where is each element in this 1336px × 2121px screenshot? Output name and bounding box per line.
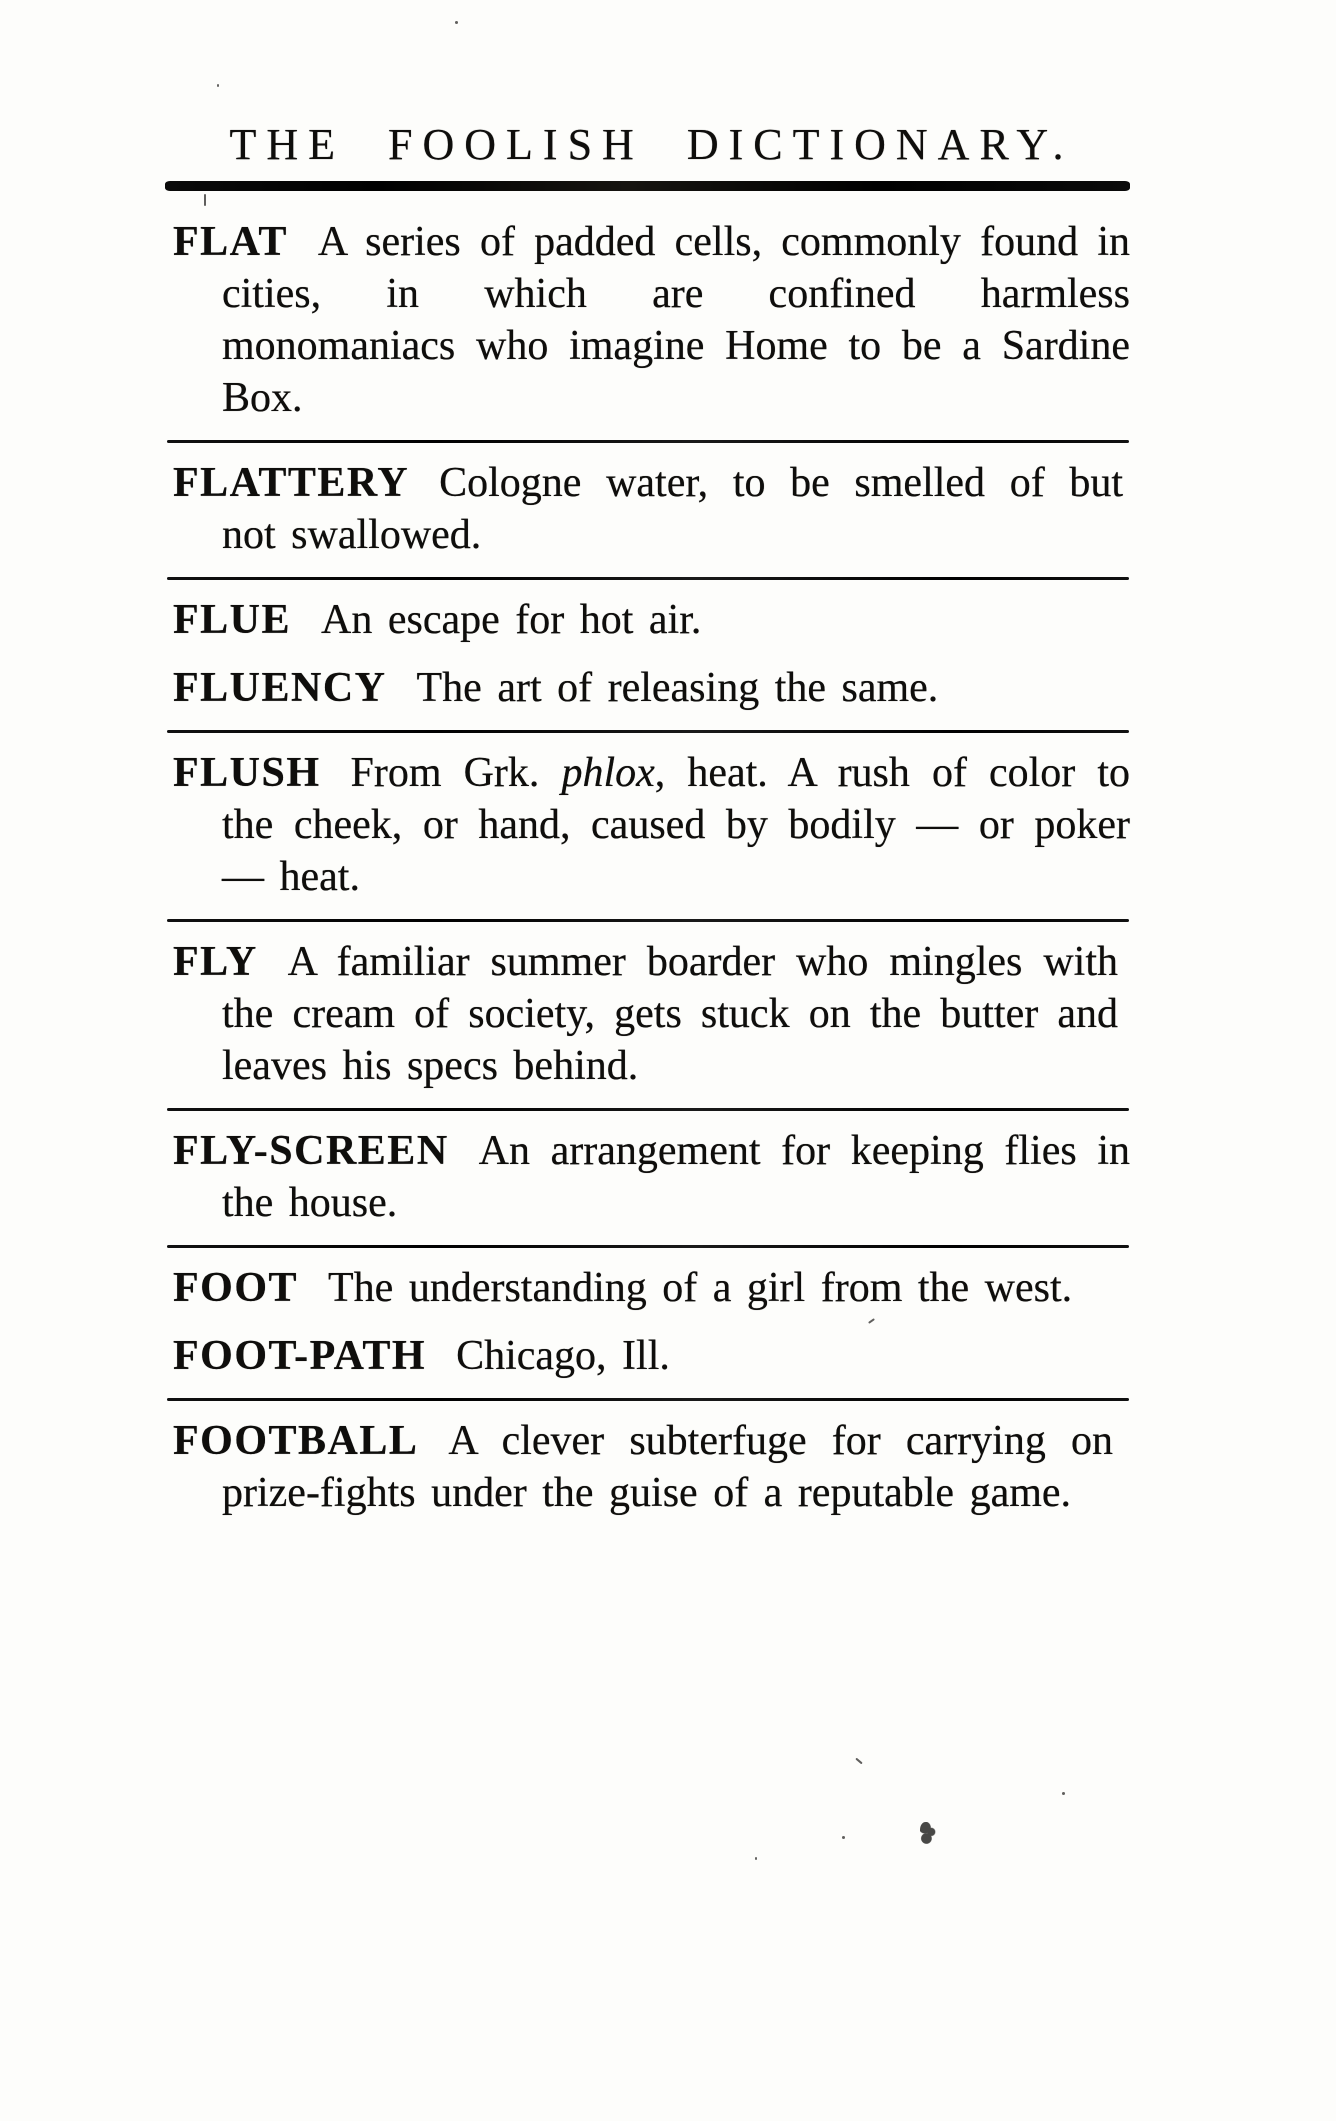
dictionary-entry [173, 747, 1130, 903]
dictionary-entries [173, 216, 1130, 1519]
entry-divider [167, 440, 1129, 443]
entry-divider [167, 1398, 1129, 1401]
ink-smudge [920, 1822, 936, 1844]
dictionary-entry [173, 594, 1130, 646]
entry-term: FLUENCY [173, 665, 387, 711]
header-rule [165, 181, 1130, 191]
entry-definition: An escape for hot air. [321, 597, 702, 643]
dictionary-entry [173, 1125, 1130, 1229]
entry-term: FLY [173, 939, 258, 985]
entry-definition: A series of padded cells, commonly found in cities, in which are confined harmless monomaniacs who imagine Home to be a Sardine Box. [222, 219, 1130, 421]
entry-term: FLUE [173, 597, 292, 643]
entry-divider [167, 1245, 1129, 1248]
dictionary-entry [173, 1415, 1113, 1519]
ink-speck [455, 21, 458, 24]
entry-definition: The understanding of a girl from the west. [328, 1265, 1073, 1311]
ink-speck [755, 1857, 757, 1860]
dictionary-entry [173, 1330, 1130, 1382]
entry-term: FOOT-PATH [173, 1333, 427, 1379]
entry-definition: A clever subterfuge for carrying on prize-fights under the guise of a reputable game. [222, 1418, 1113, 1516]
entry-definition: Chicago, Ill. [456, 1333, 670, 1379]
entry-term: FOOT [173, 1265, 299, 1311]
ink-speck [1062, 1792, 1065, 1795]
entry-term: FLY-SCREEN [173, 1128, 449, 1174]
entry-definition: Cologne water, to be smelled of but not swallowed. [222, 460, 1123, 558]
text-column [173, 0, 1130, 1519]
ink-speck [855, 1758, 862, 1765]
dictionary-entry [173, 936, 1118, 1092]
dictionary-entry [173, 216, 1130, 424]
entry-definition: The art of releasing the same. [416, 665, 939, 711]
dictionary-entry [173, 662, 1130, 714]
ink-speck [217, 84, 219, 87]
entry-divider [167, 577, 1129, 580]
entry-definition: From Grk. phlox, heat. A rush of color to the cheek, or hand, caused by bodily — or poker — heat. [222, 750, 1130, 900]
dictionary-entry [173, 457, 1123, 561]
entry-definition: A familiar summer boarder who mingles with the cream of society, gets stuck on the butter and leaves his specs behind. [222, 939, 1118, 1089]
entry-divider [167, 1108, 1129, 1111]
page-title: THE FOOLISH DICTIONARY. [229, 120, 1074, 169]
entry-term: FLAT [173, 219, 288, 265]
ink-speck [842, 1836, 845, 1839]
entry-definition: An arrangement for keeping flies in the house. [222, 1128, 1130, 1226]
entry-divider [167, 919, 1129, 922]
entry-term: FOOTBALL [173, 1418, 419, 1464]
dictionary-entry [173, 1262, 1130, 1314]
ink-speck [204, 194, 206, 206]
entry-term: FLATTERY [173, 460, 410, 506]
entry-term: FLUSH [173, 750, 321, 796]
entry-divider [167, 730, 1129, 733]
